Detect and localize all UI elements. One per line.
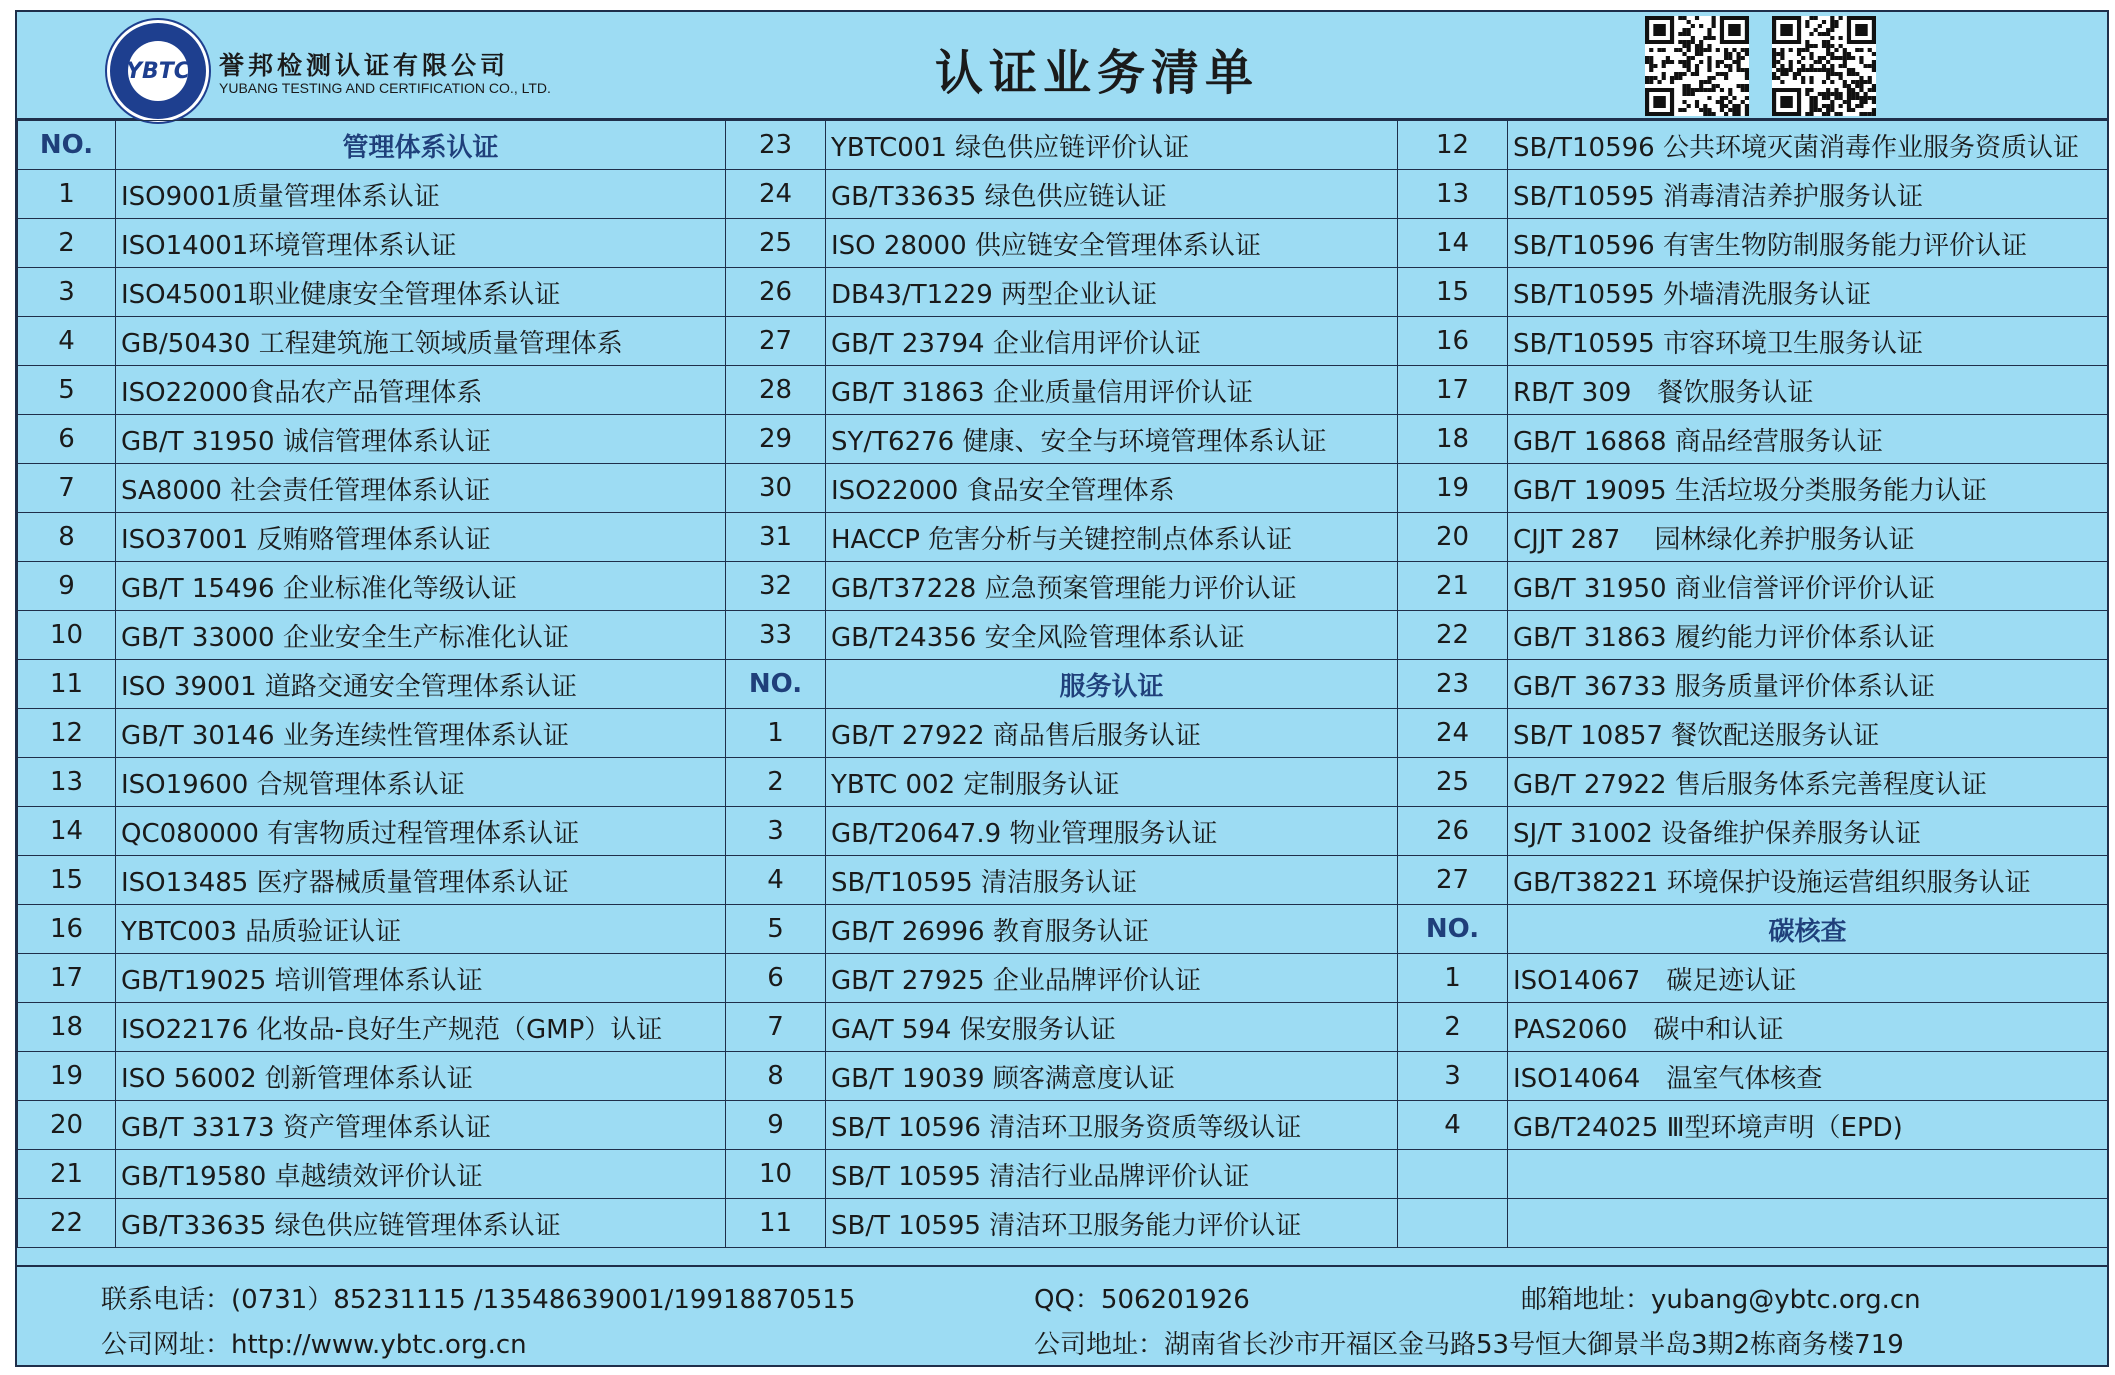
certification-item: SB/T10595 清洁服务认证 — [826, 856, 1398, 905]
row-number-cell: 17 — [1398, 366, 1508, 415]
certification-item: SB/T10595 外墙清洗服务认证 — [1508, 268, 2108, 317]
certification-item: GB/T24025 Ⅲ型环境声明（EPD) — [1508, 1101, 2108, 1150]
sheet-header — [17, 12, 2107, 120]
row-number-cell: 25 — [726, 219, 826, 268]
row-number-cell: 25 — [1398, 758, 1508, 807]
certification-item: RB/T 309 餐饮服务认证 — [1508, 366, 2108, 415]
row-number-cell: 24 — [726, 170, 826, 219]
row-number-cell: 2 — [726, 758, 826, 807]
category-header: 服务认证 — [826, 660, 1398, 709]
certification-item: GB/T19025 培训管理体系认证 — [116, 954, 726, 1003]
company-website: 公司网址：http://www.ybtc.org.cn — [101, 1330, 527, 1360]
row-number-cell: 30 — [726, 464, 826, 513]
certification-item: GB/T20647.9 物业管理服务认证 — [826, 807, 1398, 856]
certification-item: PAS2060 碳中和认证 — [1508, 1003, 2108, 1052]
certification-item: SB/T10596 公共环境灭菌消毒作业服务资质认证 — [1508, 121, 2108, 170]
row-number-cell: 23 — [1398, 660, 1508, 709]
row-number-cell: 12 — [18, 709, 116, 758]
row-number-cell: 14 — [1398, 219, 1508, 268]
table-row — [18, 1199, 2108, 1248]
row-number-cell: 6 — [18, 415, 116, 464]
table-row — [18, 1150, 2108, 1199]
number-column-header: NO. — [18, 121, 116, 170]
certification-item: GB/T37228 应急预案管理能力评价认证 — [826, 562, 1398, 611]
certification-item: GB/T 33173 资产管理体系认证 — [116, 1101, 726, 1150]
table-row — [18, 317, 2108, 366]
table-row — [18, 366, 2108, 415]
row-number-cell: 14 — [18, 807, 116, 856]
row-number-cell: 11 — [726, 1199, 826, 1248]
row-number-cell: 1 — [18, 170, 116, 219]
row-number-cell: 8 — [726, 1052, 826, 1101]
certification-item: GB/T 30146 业务连续性管理体系认证 — [116, 709, 726, 758]
company-logo — [107, 20, 209, 122]
row-number-cell: 31 — [726, 513, 826, 562]
certification-item: QC080000 有害物质过程管理体系认证 — [116, 807, 726, 856]
row-number-cell: 13 — [1398, 170, 1508, 219]
row-number-cell: 10 — [18, 611, 116, 660]
certification-item: GB/T 36733 服务质量评价体系认证 — [1508, 660, 2108, 709]
certification-item: ISO37001 反贿赂管理体系认证 — [116, 513, 726, 562]
logo-text: YBTC — [128, 41, 188, 101]
certification-item: CJJT 287 园林绿化养护服务认证 — [1508, 513, 2108, 562]
qr-code-icon — [1645, 16, 1749, 116]
certification-item: GB/T 19095 生活垃圾分类服务能力认证 — [1508, 464, 2108, 513]
row-number-cell: 20 — [1398, 513, 1508, 562]
row-number-cell: 18 — [1398, 415, 1508, 464]
row-number-cell: 16 — [1398, 317, 1508, 366]
row-number-cell: 2 — [1398, 1003, 1508, 1052]
certification-item: GA/T 594 保安服务认证 — [826, 1003, 1398, 1052]
page-title: 认证业务清单 — [934, 45, 1259, 101]
row-number-cell: 2 — [18, 219, 116, 268]
row-number-cell: 13 — [18, 758, 116, 807]
table-row — [18, 611, 2108, 660]
table-row — [18, 219, 2108, 268]
table-row — [18, 415, 2108, 464]
row-number-cell: 21 — [18, 1150, 116, 1199]
certification-item: SY/T6276 健康、安全与环境管理体系认证 — [826, 415, 1398, 464]
contact-email: 邮箱地址：yubang@ybtc.org.cn — [1521, 1285, 1921, 1315]
row-number-cell: 23 — [726, 121, 826, 170]
certification-item: GB/T 16868 商品经营服务认证 — [1508, 415, 2108, 464]
certification-item: ISO14067 碳足迹认证 — [1508, 954, 2108, 1003]
certification-item: GB/T33635 绿色供应链管理体系认证 — [116, 1199, 726, 1248]
table-row — [18, 513, 2108, 562]
table-row — [18, 856, 2108, 905]
table-row — [18, 758, 2108, 807]
certification-item: ISO 28000 供应链安全管理体系认证 — [826, 219, 1398, 268]
certification-item: ISO22176 化妆品-良好生产规范（GMP）认证 — [116, 1003, 726, 1052]
certification-item: GB/T33635 绿色供应链认证 — [826, 170, 1398, 219]
certification-item — [1508, 1150, 2108, 1199]
certification-item: GB/T 27922 售后服务体系完善程度认证 — [1508, 758, 2108, 807]
certification-item: GB/T 31950 诚信管理体系认证 — [116, 415, 726, 464]
row-number-cell: 16 — [18, 905, 116, 954]
row-number-cell: 19 — [1398, 464, 1508, 513]
row-number-cell: 24 — [1398, 709, 1508, 758]
certification-item: ISO13485 医疗器械质量管理体系认证 — [116, 856, 726, 905]
certification-item: SB/T10595 市容环境卫生服务认证 — [1508, 317, 2108, 366]
certification-item: ISO22000食品农产品管理体系 — [116, 366, 726, 415]
certification-table — [17, 120, 2108, 1248]
row-number-cell: 6 — [726, 954, 826, 1003]
table-row — [18, 1052, 2108, 1101]
table-row — [18, 1101, 2108, 1150]
table-row — [18, 464, 2108, 513]
certification-item: SA8000 社会责任管理体系认证 — [116, 464, 726, 513]
table-row — [18, 562, 2108, 611]
row-number-cell: 7 — [726, 1003, 826, 1052]
row-number-cell: 1 — [1398, 954, 1508, 1003]
qr-code-icon — [1772, 16, 1876, 116]
certification-item: GB/T 27925 企业品牌评价认证 — [826, 954, 1398, 1003]
row-number-cell: 5 — [726, 905, 826, 954]
row-number-cell: 19 — [18, 1052, 116, 1101]
table-row — [18, 905, 2108, 954]
number-column-header: NO. — [726, 660, 826, 709]
row-number-cell: 3 — [1398, 1052, 1508, 1101]
row-number-cell: 7 — [18, 464, 116, 513]
certification-item: ISO 56002 创新管理体系认证 — [116, 1052, 726, 1101]
certification-item: GB/T 31863 企业质量信用评价认证 — [826, 366, 1398, 415]
certification-item: ISO19600 合规管理体系认证 — [116, 758, 726, 807]
row-number-cell: 1 — [726, 709, 826, 758]
row-number-cell: 33 — [726, 611, 826, 660]
certification-table-body — [18, 121, 2108, 1248]
certification-item: HACCP 危害分析与关键控制点体系认证 — [826, 513, 1398, 562]
row-number-cell: 20 — [18, 1101, 116, 1150]
certification-item: ISO22000 食品安全管理体系 — [826, 464, 1398, 513]
certification-item: GB/T24356 安全风险管理体系认证 — [826, 611, 1398, 660]
row-number-cell: 3 — [18, 268, 116, 317]
certification-item: GB/T19580 卓越绩效评价认证 — [116, 1150, 726, 1199]
certification-item: ISO14001环境管理体系认证 — [116, 219, 726, 268]
category-header: 碳核查 — [1508, 905, 2108, 954]
certification-item: ISO 39001 道路交通安全管理体系认证 — [116, 660, 726, 709]
row-number-cell: 15 — [1398, 268, 1508, 317]
certification-item: SB/T 10595 清洁环卫服务能力评价认证 — [826, 1199, 1398, 1248]
row-number-cell — [1398, 1199, 1508, 1248]
certification-item: DB43/T1229 两型企业认证 — [826, 268, 1398, 317]
row-number-cell: 17 — [18, 954, 116, 1003]
table-row — [18, 121, 2108, 170]
certification-item: YBTC 002 定制服务认证 — [826, 758, 1398, 807]
certification-item: GB/T 27922 商品售后服务认证 — [826, 709, 1398, 758]
certification-item: SB/T 10857 餐饮配送服务认证 — [1508, 709, 2108, 758]
contact-phone: 联系电话：(0731）85231115 /13548639001/19918870515 — [101, 1285, 856, 1315]
certification-item: GB/50430 工程建筑施工领域质量管理体系 — [116, 317, 726, 366]
table-row — [18, 268, 2108, 317]
table-row — [18, 807, 2108, 856]
row-number-cell: 4 — [18, 317, 116, 366]
table-row — [18, 709, 2108, 758]
certification-item: GB/T 31950 商业信誉评价评价认证 — [1508, 562, 2108, 611]
certification-sheet — [15, 10, 2109, 1367]
certification-item: ISO14064 温室气体核查 — [1508, 1052, 2108, 1101]
certification-item: GB/T 33000 企业安全生产标准化认证 — [116, 611, 726, 660]
certification-item: SB/T 10596 清洁环卫服务资质等级认证 — [826, 1101, 1398, 1150]
row-number-cell: 26 — [726, 268, 826, 317]
certification-item: ISO45001职业健康安全管理体系认证 — [116, 268, 726, 317]
row-number-cell: 26 — [1398, 807, 1508, 856]
company-name-cn: 誉邦检测认证有限公司 — [219, 51, 510, 80]
certification-item: GB/T38221 环境保护设施运营组织服务认证 — [1508, 856, 2108, 905]
row-number-cell: 12 — [1398, 121, 1508, 170]
row-number-cell: 4 — [726, 856, 826, 905]
row-number-cell: 27 — [726, 317, 826, 366]
certification-item: GB/T 23794 企业信用评价认证 — [826, 317, 1398, 366]
certification-item: GB/T 19039 顾客满意度认证 — [826, 1052, 1398, 1101]
row-number-cell: 5 — [18, 366, 116, 415]
row-number-cell: 4 — [1398, 1101, 1508, 1150]
category-header: 管理体系认证 — [116, 121, 726, 170]
row-number-cell: 27 — [1398, 856, 1508, 905]
certification-item: GB/T 26996 教育服务认证 — [826, 905, 1398, 954]
certification-item: GB/T 15496 企业标准化等级认证 — [116, 562, 726, 611]
certification-item — [1508, 1199, 2108, 1248]
company-name-en: YUBANG TESTING AND CERTIFICATION CO., LTD. — [219, 80, 551, 96]
row-number-cell — [1398, 1150, 1508, 1199]
row-number-cell: 21 — [1398, 562, 1508, 611]
table-row — [18, 1003, 2108, 1052]
row-number-cell: 18 — [18, 1003, 116, 1052]
number-column-header: NO. — [1398, 905, 1508, 954]
row-number-cell: 29 — [726, 415, 826, 464]
table-row — [18, 954, 2108, 1003]
row-number-cell: 22 — [18, 1199, 116, 1248]
table-row — [18, 170, 2108, 219]
company-address: 公司地址：湖南省长沙市开福区金马路53号恒大御景半岛3期2栋商务楼719 — [1034, 1330, 1904, 1360]
row-number-cell: 22 — [1398, 611, 1508, 660]
certification-item: ISO9001质量管理体系认证 — [116, 170, 726, 219]
certification-item: YBTC001 绿色供应链评价认证 — [826, 121, 1398, 170]
row-number-cell: 32 — [726, 562, 826, 611]
certification-item: YBTC003 品质验证认证 — [116, 905, 726, 954]
row-number-cell: 15 — [18, 856, 116, 905]
certification-item: SB/T10595 消毒清洁养护服务认证 — [1508, 170, 2108, 219]
certification-item: GB/T 31863 履约能力评价体系认证 — [1508, 611, 2108, 660]
contact-qq: QQ：506201926 — [1034, 1285, 1250, 1315]
row-number-cell: 9 — [726, 1101, 826, 1150]
row-number-cell: 9 — [18, 562, 116, 611]
row-number-cell: 3 — [726, 807, 826, 856]
row-number-cell: 11 — [18, 660, 116, 709]
table-row — [18, 660, 2108, 709]
certification-item: SB/T 10595 清洁行业品牌评价认证 — [826, 1150, 1398, 1199]
certification-item: SJ/T 31002 设备维护保养服务认证 — [1508, 807, 2108, 856]
row-number-cell: 28 — [726, 366, 826, 415]
row-number-cell: 10 — [726, 1150, 826, 1199]
certification-item: SB/T10596 有害生物防制服务能力评价认证 — [1508, 219, 2108, 268]
row-number-cell: 8 — [18, 513, 116, 562]
contact-footer — [17, 1265, 2107, 1365]
